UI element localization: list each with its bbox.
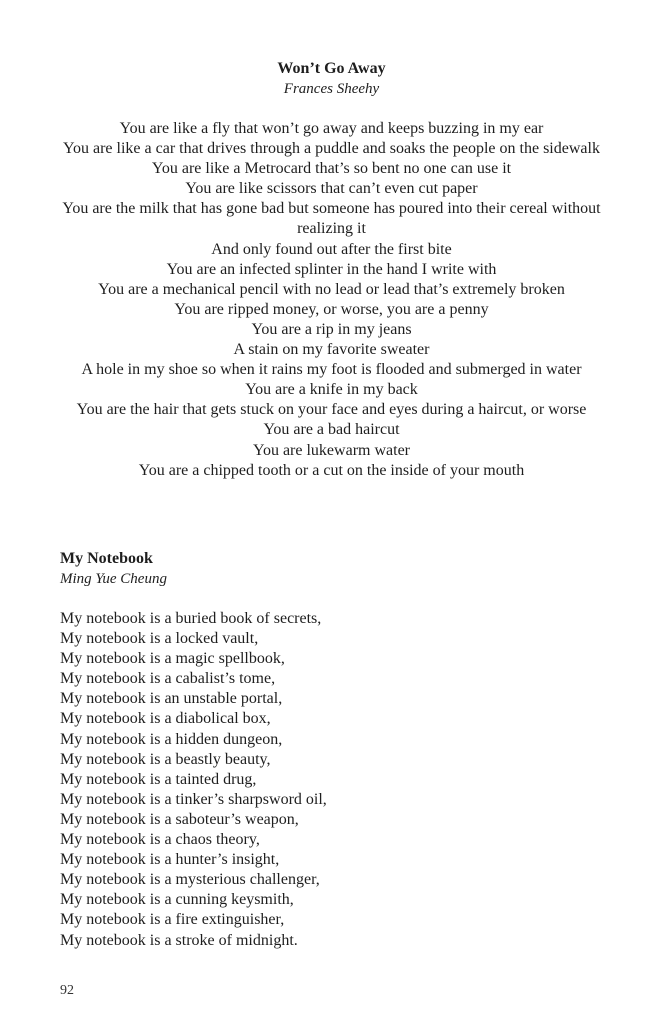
poem-line: My notebook is an unstable portal,	[60, 690, 283, 708]
poem-line: You are an infected splinter in the hand I write with	[166, 260, 497, 278]
poem-line: You are lukewarm water	[253, 441, 410, 459]
page-number: 92	[60, 983, 74, 998]
poem-title: Won’t Go Away	[277, 60, 386, 77]
poem-line: You are a knife in my back	[245, 381, 418, 399]
poem-line: My notebook is a fire extinguisher,	[60, 911, 285, 929]
poem-line: You are a mechanical pencil with no lead or lead that’s extremely broken	[98, 280, 565, 298]
poem-wont-go-away	[0, 59, 663, 481]
poem-line: My notebook is a tinker’s sharpsword oil,	[60, 790, 327, 808]
poem-line: My notebook is a tainted drug,	[60, 770, 257, 788]
poem-line: My notebook is a magic spellbook,	[60, 650, 285, 668]
poem-line: My notebook is a saboteur’s weapon,	[60, 810, 299, 828]
poem-line: You are like a car that drives through a puddle and soaks the people on the sidewalk	[63, 140, 600, 158]
poem-author: Frances Sheehy	[283, 81, 380, 97]
poem-line: My notebook is a stroke of midnight.	[60, 931, 298, 949]
poem-body	[60, 609, 620, 951]
poem-line: You are a chipped tooth or a cut on the inside of your mouth	[138, 461, 525, 479]
poem-line: You are like a fly that won’t go away and keeps buzzing in my ear	[119, 120, 544, 137]
poem-line: And only found out after the first bite	[211, 240, 452, 258]
poem-my-notebook	[60, 549, 620, 951]
poem-author: Ming Yue Cheung	[60, 571, 167, 587]
poem-line: My notebook is a chaos theory,	[60, 831, 260, 849]
poem-line: You are ripped money, or worse, you are a penny	[174, 300, 489, 318]
poem-line: My notebook is a buried book of secrets,	[60, 610, 322, 627]
poem-body	[62, 119, 602, 481]
poem-line: You are a bad haircut	[263, 421, 400, 439]
poem-line: My notebook is a locked vault,	[60, 630, 259, 648]
poem-line: You are the milk that has gone bad but someone has poured into their cereal without realizing it	[62, 200, 601, 238]
poem-line: My notebook is a hunter’s insight,	[60, 851, 280, 869]
poem-line: A hole in my shoe so when it rains my foot is flooded and submerged in water	[81, 361, 582, 379]
poem-line: You are a rip in my jeans	[251, 320, 412, 338]
poem-line: My notebook is a cunning keysmith,	[60, 891, 294, 909]
poem-line: A stain on my favorite sweater	[233, 341, 430, 359]
poem-line: You are like scissors that can’t even cut paper	[185, 180, 478, 198]
poem-line: My notebook is a mysterious challenger,	[60, 871, 320, 889]
poem-title: My Notebook	[60, 550, 153, 567]
poem-line: My notebook is a cabalist’s tome,	[60, 670, 276, 688]
poem-line: My notebook is a hidden dungeon,	[60, 730, 283, 748]
poem-line: My notebook is a diabolical box,	[60, 710, 271, 728]
poem-line: My notebook is a beastly beauty,	[60, 750, 271, 768]
poem-line: You are the hair that gets stuck on your face and eyes during a haircut, or worse	[76, 401, 587, 419]
poem-line: You are like a Metrocard that’s so bent no one can use it	[151, 160, 512, 178]
